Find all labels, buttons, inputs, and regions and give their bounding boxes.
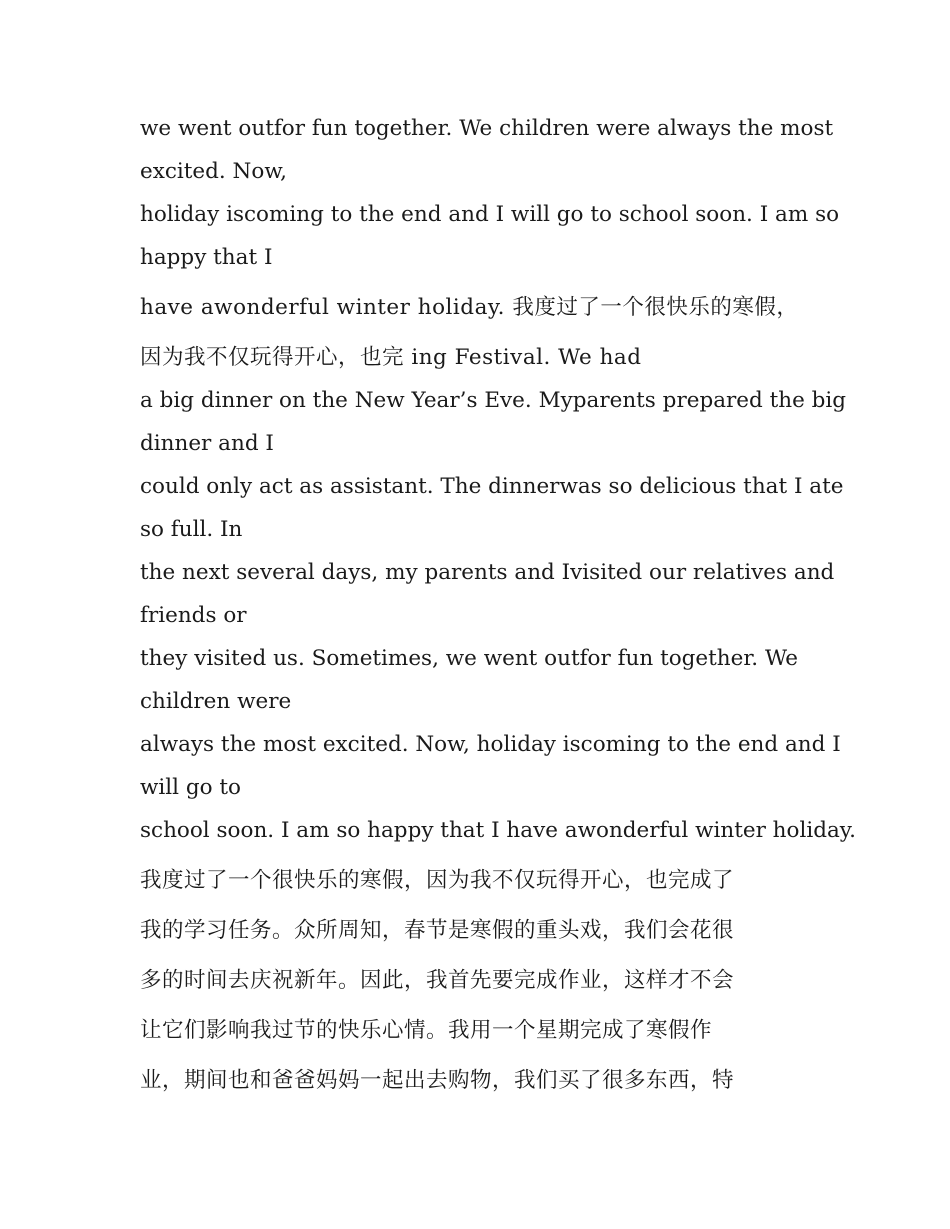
- text-line: dinner and I: [140, 431, 274, 456]
- document-page: [140, 107, 856, 1102]
- text-line: happy that I: [140, 245, 273, 270]
- paragraph-gap: [140, 1002, 840, 1009]
- text-line: 业，期间也和爸爸妈妈一起出去购物，我们买了很多东西，特: [140, 1068, 735, 1093]
- text-line: have awonderful winter holiday. 我度过了一个很快乐的寒假，: [140, 295, 799, 320]
- text-line: could only act as assistant. The dinnerwas so delicious that I ate: [140, 474, 844, 499]
- paragraph-gap: [140, 1052, 840, 1059]
- text-line: friends or: [140, 603, 247, 628]
- text-line: will go to: [140, 775, 241, 800]
- paragraph-gap: [140, 952, 840, 959]
- text-line: school soon. I am so happy that I have awonderful winter holiday.: [140, 818, 856, 843]
- text-line: 因为我不仅玩得开心，也完 ing Festival. We had: [140, 345, 642, 370]
- text-line: we went outfor fun together. We children were always the most: [140, 116, 834, 141]
- paragraph-gap: [140, 852, 840, 859]
- text-line: so full. In: [140, 517, 243, 542]
- text-line: excited. Now,: [140, 159, 288, 184]
- text-line: a big dinner on the New Year’s Eve. Myparents prepared the big: [140, 388, 847, 413]
- paragraph-gap: [140, 902, 840, 909]
- paragraph-gap: [140, 329, 840, 336]
- text-line: 我的学习任务。众所周知，春节是寒假的重头戏，我们会花很: [140, 918, 735, 943]
- text-line: 多的时间去庆祝新年。因此，我首先要完成作业，这样才不会: [140, 968, 735, 993]
- text-line: holiday iscoming to the end and I will go to school soon. I am so: [140, 202, 840, 227]
- text-line: always the most excited. Now, holiday iscoming to the end and I: [140, 732, 841, 757]
- text-line: children were: [140, 689, 292, 714]
- text-line: 我度过了一个很快乐的寒假，因为我不仅玩得开心，也完成了: [140, 868, 735, 893]
- text-line: the next several days, my parents and Ivisited our relatives and: [140, 560, 835, 585]
- text-line: they visited us. Sometimes, we went outfor fun together. We: [140, 646, 799, 671]
- text-line: 让它们影响我过节的快乐心情。我用一个星期完成了寒假作: [140, 1018, 713, 1043]
- paragraph-gap: [140, 279, 840, 286]
